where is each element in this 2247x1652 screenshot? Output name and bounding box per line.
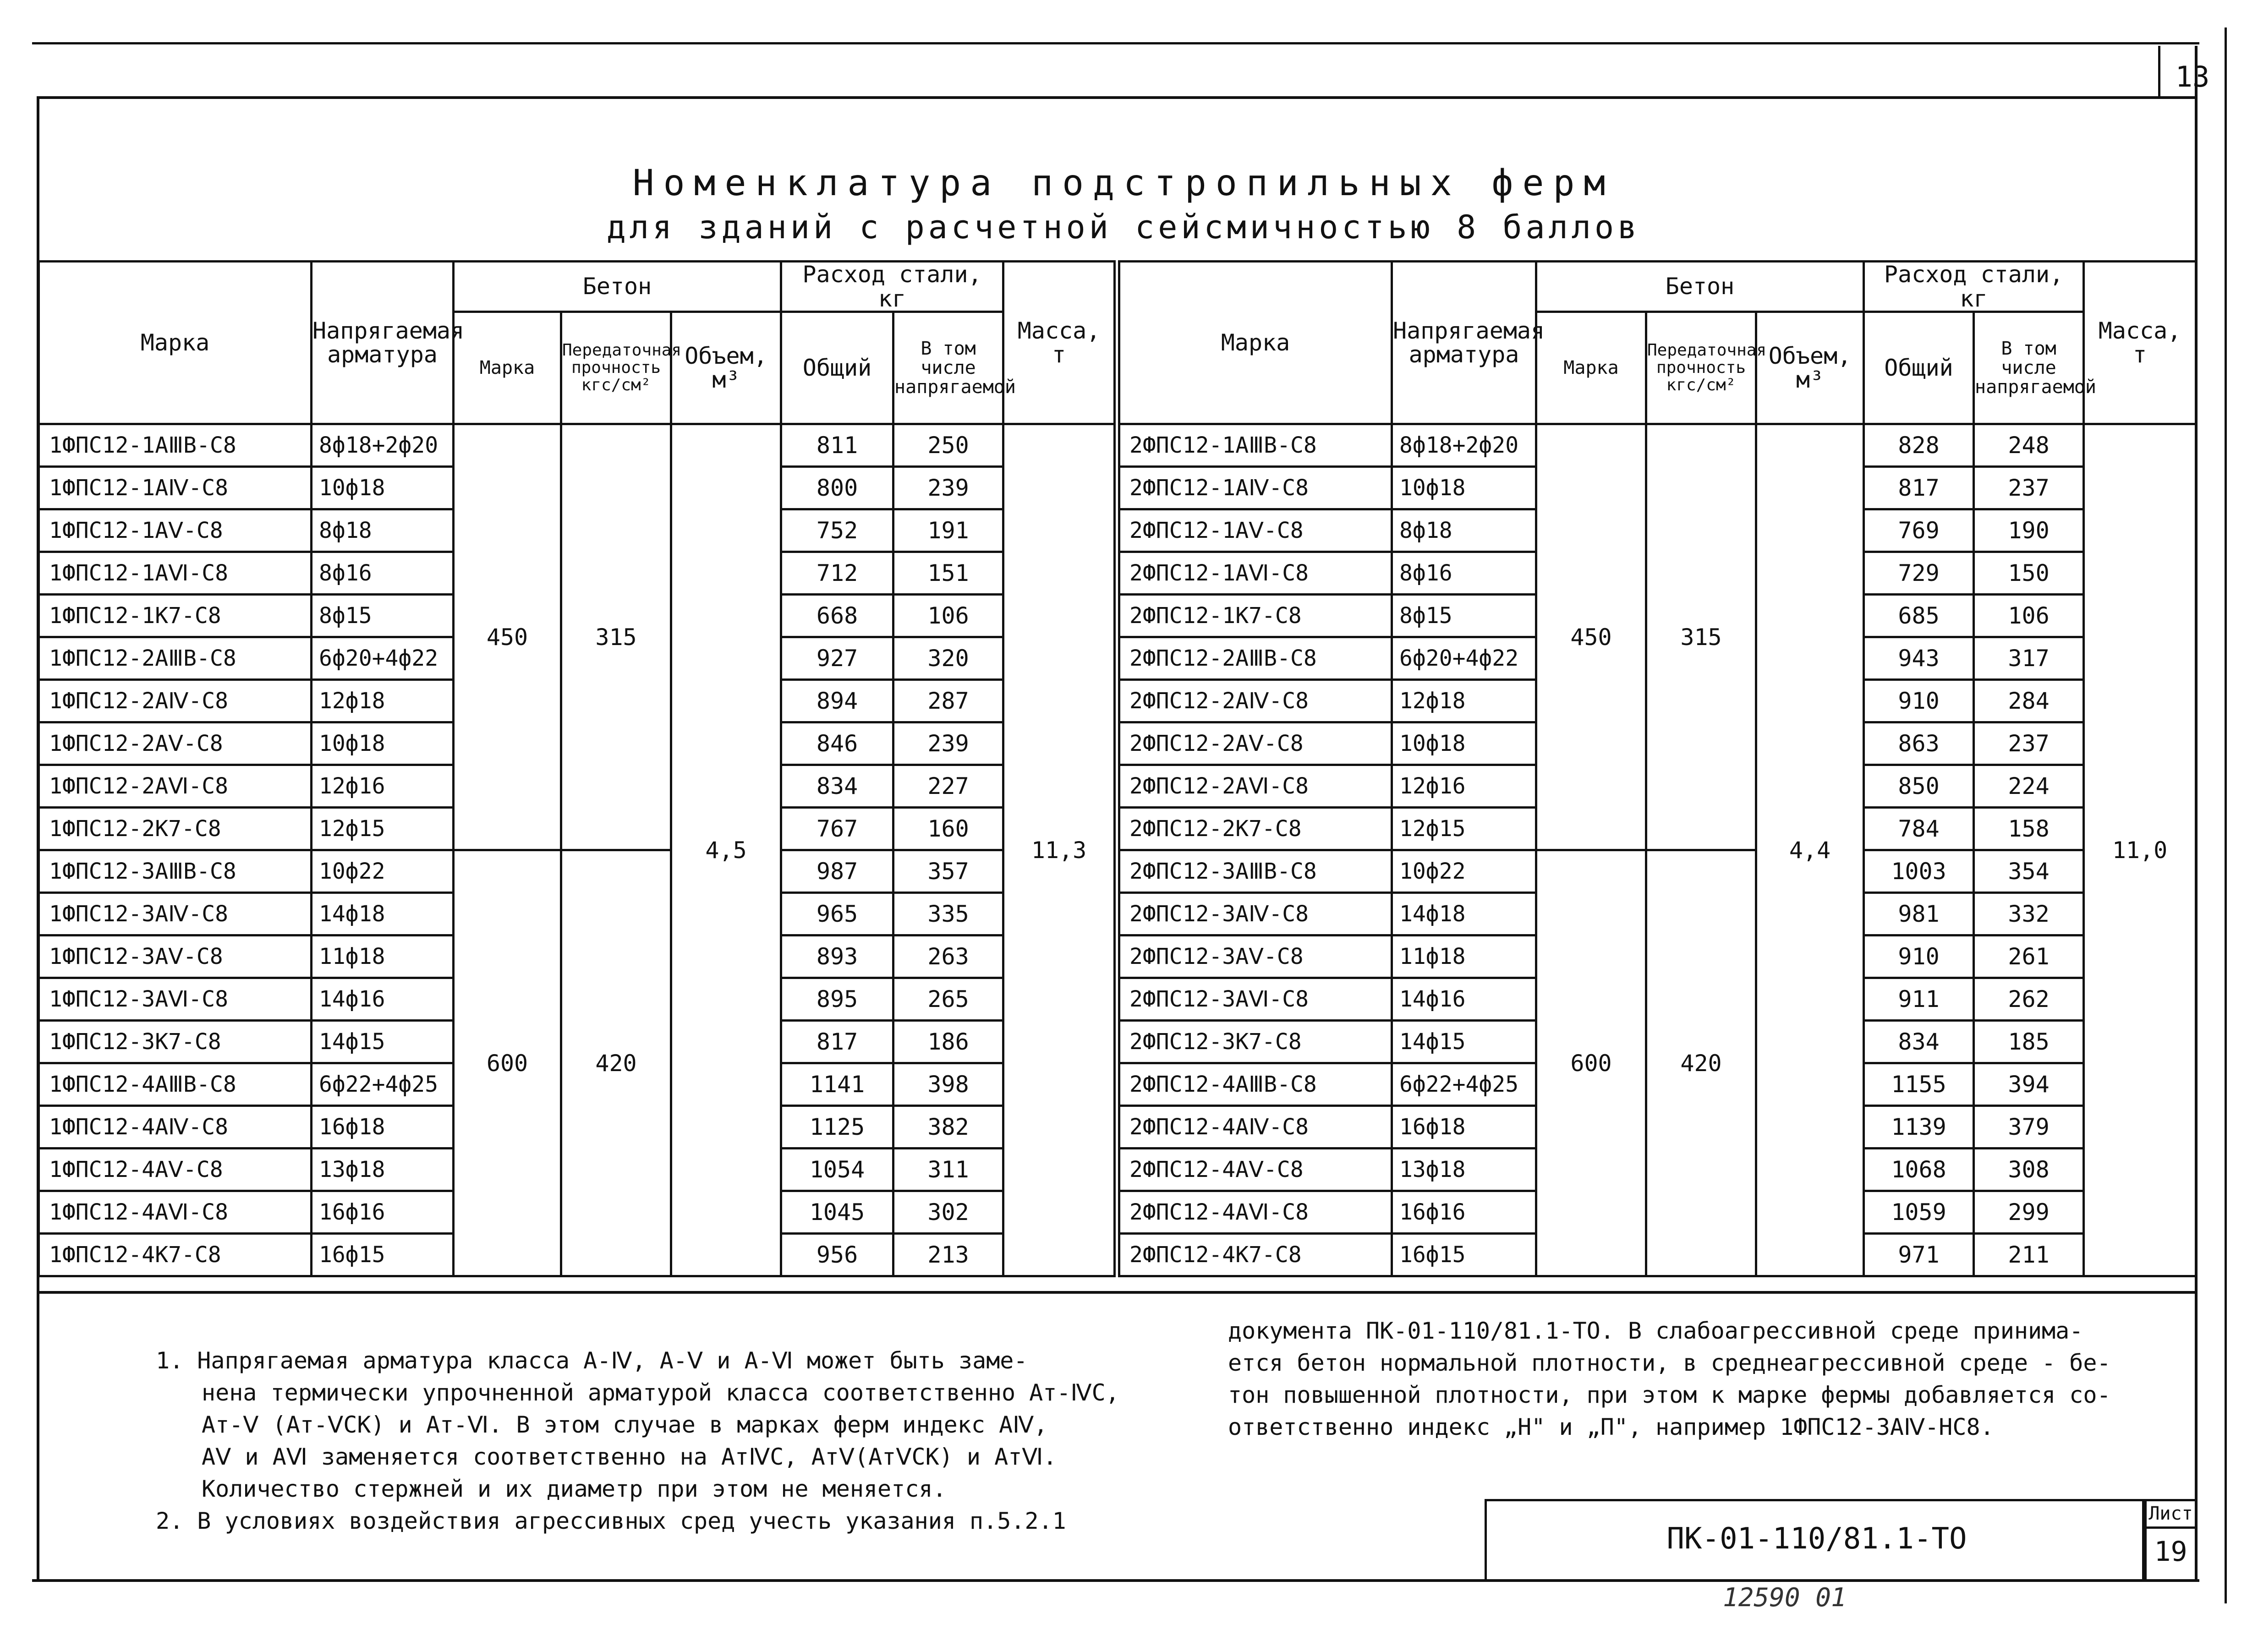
inventory-number: 12590 01 — [1723, 1583, 1847, 1613]
marka-cell: 1ФПС12-2AⅣ-С8 — [39, 680, 312, 722]
note-line: тон повышенной плотности, при этом к марке фермы добавляется со- — [1228, 1382, 2111, 1408]
obshiy-cell: 769 — [1864, 509, 1974, 552]
napryag-cell: 190 — [1974, 509, 2084, 552]
armatura-cell: 8ф16 — [1392, 552, 1536, 595]
obshiy-cell: 927 — [781, 637, 893, 680]
marka-cell: 1ФПС12-2AⅢВ-С8 — [39, 637, 312, 680]
title-line-1: Номенклатура подстропильных ферм — [632, 163, 1615, 204]
outer-right-edge — [2225, 27, 2227, 1603]
frame-top-line — [37, 96, 2197, 99]
sheet-number: 19 — [2154, 1536, 2187, 1568]
nomenclature-table-right — [1118, 260, 2197, 1277]
napryag-cell: 213 — [893, 1234, 1003, 1276]
note-line: документа ПК-01-110/81.1-ТО. В слабоагрессивной среде принима- — [1228, 1318, 2083, 1344]
col-beton-header: Бетон — [454, 262, 781, 312]
marka-cell: 1ФПС12-3AⅢВ-С8 — [39, 850, 312, 893]
sheet-box — [2144, 1499, 2197, 1581]
armatura-cell: 16ф18 — [1392, 1106, 1536, 1149]
col-rashod-header: Расход стали, кг — [1864, 262, 2084, 312]
armatura-cell: 16ф18 — [312, 1106, 454, 1149]
note-line: ответственно индекс „Н" и „П", например 1ФПС12-3AⅣ-НС8. — [1228, 1414, 1994, 1440]
obshiy-cell: 850 — [1864, 765, 1974, 808]
col-obshiy-header: Общий — [1864, 312, 1974, 424]
napryag-cell: 332 — [1974, 893, 2084, 935]
obshiy-cell: 863 — [1864, 722, 1974, 765]
col-marka-header: Марка — [1119, 262, 1392, 424]
armatura-cell: 12ф16 — [312, 765, 454, 808]
napryag-cell: 248 — [1974, 424, 2084, 467]
marka-cell: 1ФПС12-1AⅥ-С8 — [39, 552, 312, 595]
armatura-cell: 12ф15 — [312, 808, 454, 850]
title-line-2: для зданий с расчетной сейсмичностью 8 баллов — [606, 208, 1641, 246]
napryag-cell: 237 — [1974, 467, 2084, 509]
marka-cell: 2ФПС12-1AⅤ-С8 — [1119, 509, 1392, 552]
note-line: Ат-Ⅴ (Ат-ⅤСК) и Ат-Ⅵ. В этом случае в марках ферм индекс AⅣ, — [202, 1411, 1048, 1438]
marka-cell: 2ФПС12-1AⅢВ-С8 — [1119, 424, 1392, 467]
napryag-cell: 284 — [1974, 680, 2084, 722]
obshiy-cell: 784 — [1864, 808, 1974, 850]
napryag-cell: 185 — [1974, 1021, 2084, 1063]
marka-cell: 2ФПС12-1К7-С8 — [1119, 595, 1392, 637]
marka-cell: 1ФПС12-4AⅣ-С8 — [39, 1106, 312, 1149]
napryag-cell: 186 — [893, 1021, 1003, 1063]
armatura-cell: 11ф18 — [1392, 935, 1536, 978]
note-line: ется бетон нормальной плотности, в среднеагрессивной среде - бе- — [1228, 1350, 2111, 1376]
obshiy-cell: 685 — [1864, 595, 1974, 637]
col-rashod-header: Расход стали, кг — [781, 262, 1003, 312]
note-line: 1. Напрягаемая арматура класса A-Ⅳ, A-Ⅴ и A-Ⅵ может быть заме- — [156, 1347, 1028, 1374]
col-peredatochnaya-header: Передаточная прочность кгс/см² — [1646, 312, 1756, 424]
obshiy-cell: 712 — [781, 552, 893, 595]
armatura-cell: 10ф22 — [312, 850, 454, 893]
peredatochnaya-cell: 420 — [561, 850, 671, 1276]
marka-cell: 1ФПС12-3К7-С8 — [39, 1021, 312, 1063]
armatura-cell: 8ф16 — [312, 552, 454, 595]
col-napryag-header: В том числе напрягаемой — [893, 312, 1003, 424]
armatura-cell: 6ф20+4ф22 — [1392, 637, 1536, 680]
massa-cell: 11,3 — [1003, 424, 1115, 1276]
armatura-cell: 12ф16 — [1392, 765, 1536, 808]
armatura-cell: 16ф16 — [312, 1191, 454, 1234]
notes-left — [156, 1345, 1119, 1537]
obshiy-cell: 834 — [781, 765, 893, 808]
armatura-cell: 13ф18 — [312, 1149, 454, 1191]
marka-cell: 2ФПС12-4AⅤ-С8 — [1119, 1149, 1392, 1191]
marka-cell: 1ФПС12-4AⅢВ-С8 — [39, 1063, 312, 1106]
obshiy-cell: 668 — [781, 595, 893, 637]
armatura-cell: 10ф18 — [312, 722, 454, 765]
obshiy-cell: 817 — [781, 1021, 893, 1063]
note-line: Количество стержней и их диаметр при этом не меняется. — [202, 1476, 947, 1502]
armatura-cell: 14ф16 — [1392, 978, 1536, 1021]
napryag-cell: 311 — [893, 1149, 1003, 1191]
armatura-cell: 8ф18 — [312, 509, 454, 552]
marka-cell: 1ФПС12-1AⅢВ-С8 — [39, 424, 312, 467]
armatura-cell: 14ф15 — [1392, 1021, 1536, 1063]
armatura-cell: 16ф16 — [1392, 1191, 1536, 1234]
marka-cell: 2ФПС12-2AⅤ-С8 — [1119, 722, 1392, 765]
obshiy-cell: 981 — [1864, 893, 1974, 935]
obshiy-cell: 1003 — [1864, 850, 1974, 893]
napryag-cell: 211 — [1974, 1234, 2084, 1276]
obem-cell: 4,4 — [1756, 424, 1864, 1276]
marka-cell: 2ФПС12-1AⅥ-С8 — [1119, 552, 1392, 595]
napryag-cell: 224 — [1974, 765, 2084, 808]
napryag-cell: 382 — [893, 1106, 1003, 1149]
marka-cell: 2ФПС12-2AⅣ-С8 — [1119, 680, 1392, 722]
marka-cell: 1ФПС12-3AⅥ-С8 — [39, 978, 312, 1021]
marka-cell: 1ФПС12-1К7-С8 — [39, 595, 312, 637]
marka-cell: 1ФПС12-4AⅥ-С8 — [39, 1191, 312, 1234]
peredatochnaya-cell: 315 — [561, 424, 671, 850]
table-row — [1119, 424, 2196, 467]
armatura-cell: 13ф18 — [1392, 1149, 1536, 1191]
napryag-cell: 394 — [1974, 1063, 2084, 1106]
armatura-cell: 6ф22+4ф25 — [312, 1063, 454, 1106]
armatura-cell: 10ф18 — [312, 467, 454, 509]
col-peredatochnaya-header: Передаточная прочность кгс/см² — [561, 312, 671, 424]
napryag-cell: 299 — [1974, 1191, 2084, 1234]
armatura-cell: 6ф22+4ф25 — [1392, 1063, 1536, 1106]
marka-cell: 1ФПС12-4AⅤ-С8 — [39, 1149, 312, 1191]
obshiy-cell: 910 — [1864, 680, 1974, 722]
obshiy-cell: 834 — [1864, 1021, 1974, 1063]
napryag-cell: 150 — [1974, 552, 2084, 595]
armatura-cell: 8ф15 — [1392, 595, 1536, 637]
col-massa-header: Масса, т — [2084, 262, 2196, 424]
obem-cell: 4,5 — [671, 424, 781, 1276]
napryag-cell: 320 — [893, 637, 1003, 680]
marka-cell: 2ФПС12-4AⅣ-С8 — [1119, 1106, 1392, 1149]
marka-cell: 2ФПС12-4К7-С8 — [1119, 1234, 1392, 1276]
napryag-cell: 287 — [893, 680, 1003, 722]
obshiy-cell: 800 — [781, 467, 893, 509]
marka-cell: 2ФПС12-3AⅥ-С8 — [1119, 978, 1392, 1021]
napryag-cell: 239 — [893, 722, 1003, 765]
obshiy-cell: 1068 — [1864, 1149, 1974, 1191]
marka-cell: 1ФПС12-3AⅤ-С8 — [39, 935, 312, 978]
napryag-cell: 308 — [1974, 1149, 2084, 1191]
armatura-cell: 14ф18 — [1392, 893, 1536, 935]
armatura-cell: 8ф18+2ф20 — [312, 424, 454, 467]
title-block — [1485, 1499, 2144, 1581]
obshiy-cell: 987 — [781, 850, 893, 893]
napryag-cell: 302 — [893, 1191, 1003, 1234]
col-beton-marka-header: Марка — [1536, 312, 1646, 424]
col-massa-header: Масса, т — [1003, 262, 1115, 424]
armatura-cell: 14ф18 — [312, 893, 454, 935]
obshiy-cell: 943 — [1864, 637, 1974, 680]
napryag-cell: 379 — [1974, 1106, 2084, 1149]
marka-cell: 1ФПС12-2К7-С8 — [39, 808, 312, 850]
marka-cell: 2ФПС12-3AⅤ-С8 — [1119, 935, 1392, 978]
marka-cell: 2ФПС12-3К7-С8 — [1119, 1021, 1392, 1063]
marka-cell: 1ФПС12-2AⅤ-С8 — [39, 722, 312, 765]
marka-cell: 2ФПС12-2AⅥ-С8 — [1119, 765, 1392, 808]
armatura-cell: 6ф20+4ф22 — [312, 637, 454, 680]
col-beton-header: Бетон — [1536, 262, 1864, 312]
marka-cell: 2ФПС12-3AⅣ-С8 — [1119, 893, 1392, 935]
armatura-cell: 14ф15 — [312, 1021, 454, 1063]
napryag-cell: 239 — [893, 467, 1003, 509]
napryag-cell: 151 — [893, 552, 1003, 595]
napryag-cell: 158 — [1974, 808, 2084, 850]
obshiy-cell: 1125 — [781, 1106, 893, 1149]
marka-cell: 1ФПС12-1AⅣ-С8 — [39, 467, 312, 509]
armatura-cell: 14ф16 — [312, 978, 454, 1021]
obshiy-cell: 1059 — [1864, 1191, 1974, 1234]
obshiy-cell: 811 — [781, 424, 893, 467]
napryag-cell: 106 — [1974, 595, 2084, 637]
napryag-cell: 160 — [893, 808, 1003, 850]
table-row — [39, 424, 1115, 467]
marka-cell: 1ФПС12-1AⅤ-С8 — [39, 509, 312, 552]
col-obem-header: Объем, м³ — [1756, 312, 1864, 424]
table-row — [39, 850, 1115, 893]
napryag-cell: 317 — [1974, 637, 2084, 680]
obshiy-cell: 817 — [1864, 467, 1974, 509]
armatura-cell: 8ф18 — [1392, 509, 1536, 552]
napryag-cell: 263 — [893, 935, 1003, 978]
marka-cell: 2ФПС12-4AⅢВ-С8 — [1119, 1063, 1392, 1106]
armatura-cell: 12ф18 — [1392, 680, 1536, 722]
marka-cell: 2ФПС12-2AⅢВ-С8 — [1119, 637, 1392, 680]
document-code: ПК-01-110/81.1-ТО — [1666, 1522, 1967, 1556]
obshiy-cell: 965 — [781, 893, 893, 935]
obshiy-cell: 729 — [1864, 552, 1974, 595]
marka-cell: 1ФПС12-4К7-С8 — [39, 1234, 312, 1276]
obshiy-cell: 1054 — [781, 1149, 893, 1191]
marka-cell: 2ФПС12-1AⅣ-С8 — [1119, 467, 1392, 509]
obshiy-cell: 971 — [1864, 1234, 1974, 1276]
note-line: нена термически упрочненной арматурой класса соответственно Ат-ⅣС, — [202, 1379, 1119, 1406]
armatura-cell: 10ф22 — [1392, 850, 1536, 893]
beton-marka-cell: 600 — [454, 850, 561, 1276]
napryag-cell: 237 — [1974, 722, 2084, 765]
obshiy-cell: 1139 — [1864, 1106, 1974, 1149]
marka-cell: 1ФПС12-3AⅣ-С8 — [39, 893, 312, 935]
col-obem-header: Объем, м³ — [671, 312, 781, 424]
col-obshiy-header: Общий — [781, 312, 893, 424]
obshiy-cell: 894 — [781, 680, 893, 722]
napryag-cell: 227 — [893, 765, 1003, 808]
napryag-cell: 398 — [893, 1063, 1003, 1106]
armatura-cell: 12ф18 — [312, 680, 454, 722]
tables-bottom-line — [37, 1291, 2197, 1294]
sheet-label: Лист — [2147, 1501, 2195, 1529]
top-border-line — [32, 42, 2199, 44]
armatura-cell: 12ф15 — [1392, 808, 1536, 850]
obshiy-cell: 956 — [781, 1234, 893, 1276]
armatura-cell: 8ф15 — [312, 595, 454, 637]
armatura-cell: 8ф18+2ф20 — [1392, 424, 1536, 467]
obshiy-cell: 1155 — [1864, 1063, 1974, 1106]
col-beton-marka-header: Марка — [454, 312, 561, 424]
peredatochnaya-cell: 420 — [1646, 850, 1756, 1276]
napryag-cell: 250 — [893, 424, 1003, 467]
notes-right — [1228, 1315, 2111, 1443]
armatura-cell: 10ф18 — [1392, 722, 1536, 765]
obshiy-cell: 846 — [781, 722, 893, 765]
table-row — [1119, 850, 2196, 893]
obshiy-cell: 1045 — [781, 1191, 893, 1234]
armatura-cell: 16ф15 — [312, 1234, 454, 1276]
peredatochnaya-cell: 315 — [1646, 424, 1756, 850]
col-marka-header: Марка — [39, 262, 312, 424]
note-line: AⅤ и AⅥ заменяется соответственно на АтⅣС, АтⅤ(АтⅤСК) и АтⅥ. — [202, 1444, 1057, 1470]
col-armatura-header: Напрягаемая арматура — [312, 262, 454, 424]
napryag-cell: 191 — [893, 509, 1003, 552]
obshiy-cell: 1141 — [781, 1063, 893, 1106]
obshiy-cell: 911 — [1864, 978, 1974, 1021]
napryag-cell: 357 — [893, 850, 1003, 893]
beton-marka-cell: 600 — [1536, 850, 1646, 1276]
armatura-cell: 16ф15 — [1392, 1234, 1536, 1276]
armatura-cell: 11ф18 — [312, 935, 454, 978]
obshiy-cell: 828 — [1864, 424, 1974, 467]
marka-cell: 1ФПС12-2AⅥ-С8 — [39, 765, 312, 808]
napryag-cell: 262 — [1974, 978, 2084, 1021]
massa-cell: 11,0 — [2084, 424, 2196, 1276]
obshiy-cell: 893 — [781, 935, 893, 978]
armatura-cell: 10ф18 — [1392, 467, 1536, 509]
napryag-cell: 265 — [893, 978, 1003, 1021]
obshiy-cell: 752 — [781, 509, 893, 552]
napryag-cell: 106 — [893, 595, 1003, 637]
page-number: 13 — [2175, 60, 2210, 93]
marka-cell: 2ФПС12-3AⅢВ-С8 — [1119, 850, 1392, 893]
note-line: 2. В условиях воздействия агрессивных сред учесть указания п.5.2.1 — [156, 1508, 1066, 1534]
col-armatura-header: Напрягаемая арматура — [1392, 262, 1536, 424]
napryag-cell: 354 — [1974, 850, 2084, 893]
col-napryag-header: В том числе напрягаемой — [1974, 312, 2084, 424]
napryag-cell: 261 — [1974, 935, 2084, 978]
obshiy-cell: 767 — [781, 808, 893, 850]
beton-marka-cell: 450 — [454, 424, 561, 850]
marka-cell: 2ФПС12-4AⅥ-С8 — [1119, 1191, 1392, 1234]
marka-cell: 2ФПС12-2К7-С8 — [1119, 808, 1392, 850]
nomenclature-table-left — [38, 260, 1116, 1277]
obshiy-cell: 895 — [781, 978, 893, 1021]
beton-marka-cell: 450 — [1536, 424, 1646, 850]
obshiy-cell: 910 — [1864, 935, 1974, 978]
napryag-cell: 335 — [893, 893, 1003, 935]
